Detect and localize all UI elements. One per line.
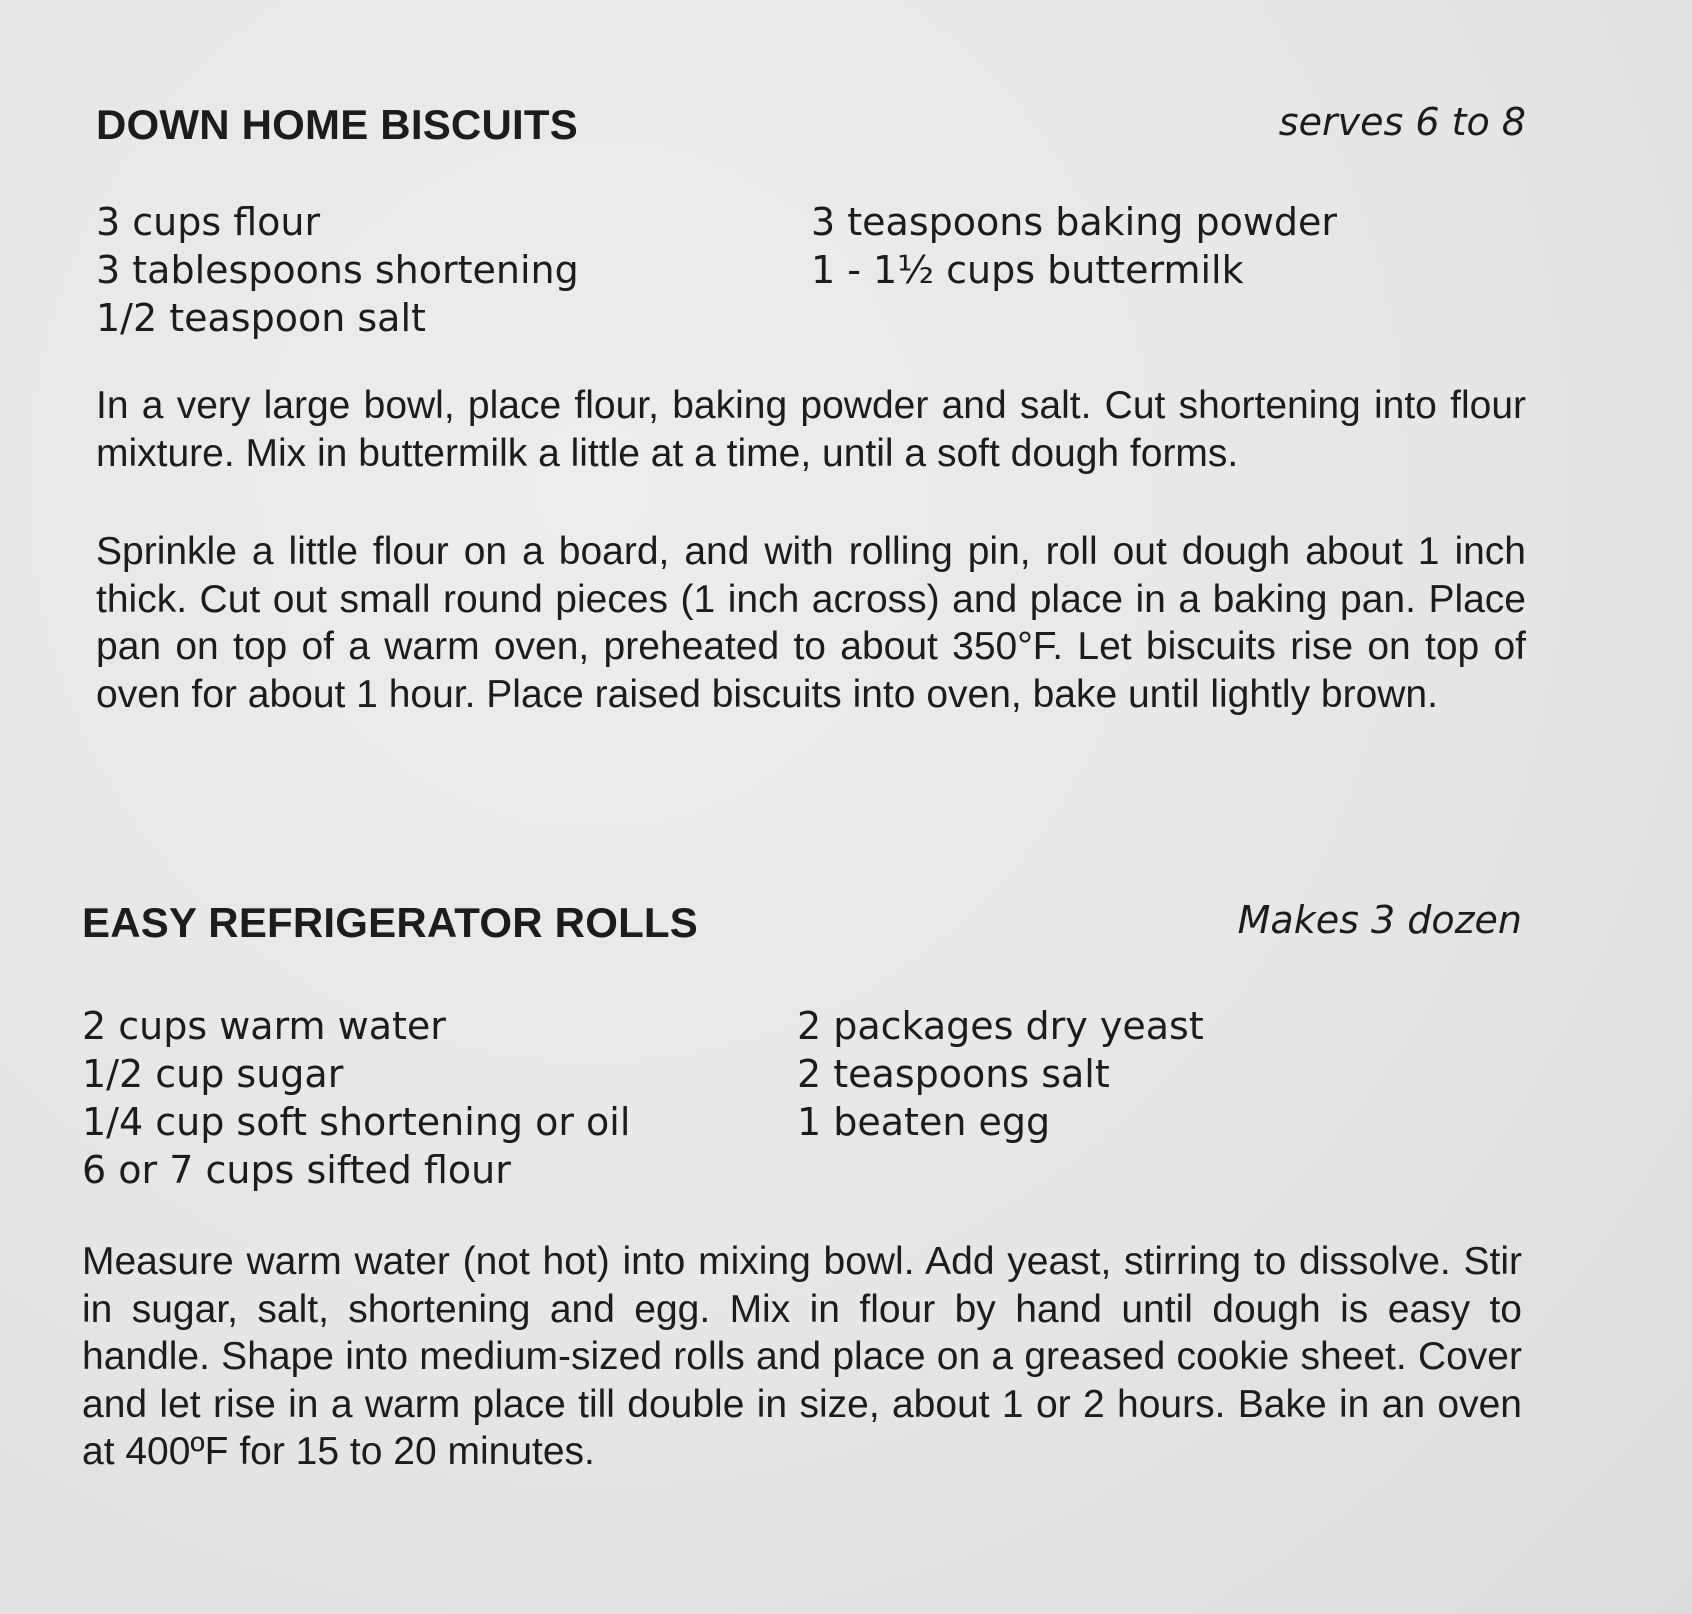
ingredient-item: 2 cups warm water [82,1004,446,1048]
recipe-title: DOWN HOME BISCUITS [96,101,578,148]
ingredient-item: 2 teaspoons salt [797,1052,1110,1096]
ingredient-item: 1/4 cup soft shortening or oil [82,1100,631,1144]
recipe-yield: Makes 3 dozen [1237,898,1522,942]
method-paragraph: Sprinkle a little flour on a board, and with rolling pin, roll out dough about 1 inch thick. Cut out small round pieces (1 inch across) and place in a baking pan. Place pan on top of a warm oven, preheated to about 350°F. Let biscuits rise on top of oven for about 1 hour. Place raised biscuits into oven, bake until lightly brown. [96,530,1526,716]
ingredient-item: 6 or 7 cups sifted flour [82,1148,511,1192]
ingredients-right-column [811,198,1337,342]
method-paragraph: Measure warm water (not hot) into mixing bowl. Add yeast, stirring to dissolve. Stir in sugar, salt, shortening and egg. Mix in flour by hand until dough is easy to handle. Shape into medium-sized rolls and place on a greased cookie sheet. Cover and let rise in a warm place till double in size, about 1 or 2 hours. Bake in an oven at 400ºF for 15 to 20 minutes. [82,1240,1522,1473]
recipe-header [82,898,1522,958]
ingredient-item: 3 teaspoons baking powder [811,200,1338,244]
recipe-title: EASY REFRIGERATOR ROLLS [82,899,698,946]
ingredient-item: 3 tablespoons shortening [96,248,579,292]
ingredients-list [82,1002,1522,1194]
ingredient-item: 2 packages dry yeast [797,1004,1204,1048]
recipe-down-home-biscuits [96,100,1526,780]
ingredient-item: 3 cups flour [96,200,321,244]
ingredients-list [96,198,1526,342]
recipe-easy-refrigerator-rolls [82,898,1522,1518]
ingredient-item: 1/2 cup sugar [82,1052,344,1096]
ingredients-right-column [797,1002,1204,1194]
recipe-yield: serves 6 to 8 [1278,100,1526,144]
ingredient-item: 1 beaten egg [797,1100,1051,1144]
ingredient-item: 1/2 teaspoon salt [96,296,426,340]
ingredient-item: 1 - 1½ cups buttermilk [811,248,1244,292]
ingredients-left-column [82,1002,797,1194]
recipe-header [96,100,1526,160]
method-paragraph: In a very large bowl, place flour, baking powder and salt. Cut shortening into flour mixture. Mix in buttermilk a little at a time, until a soft dough forms. [96,384,1526,475]
ingredients-left-column [96,198,811,342]
